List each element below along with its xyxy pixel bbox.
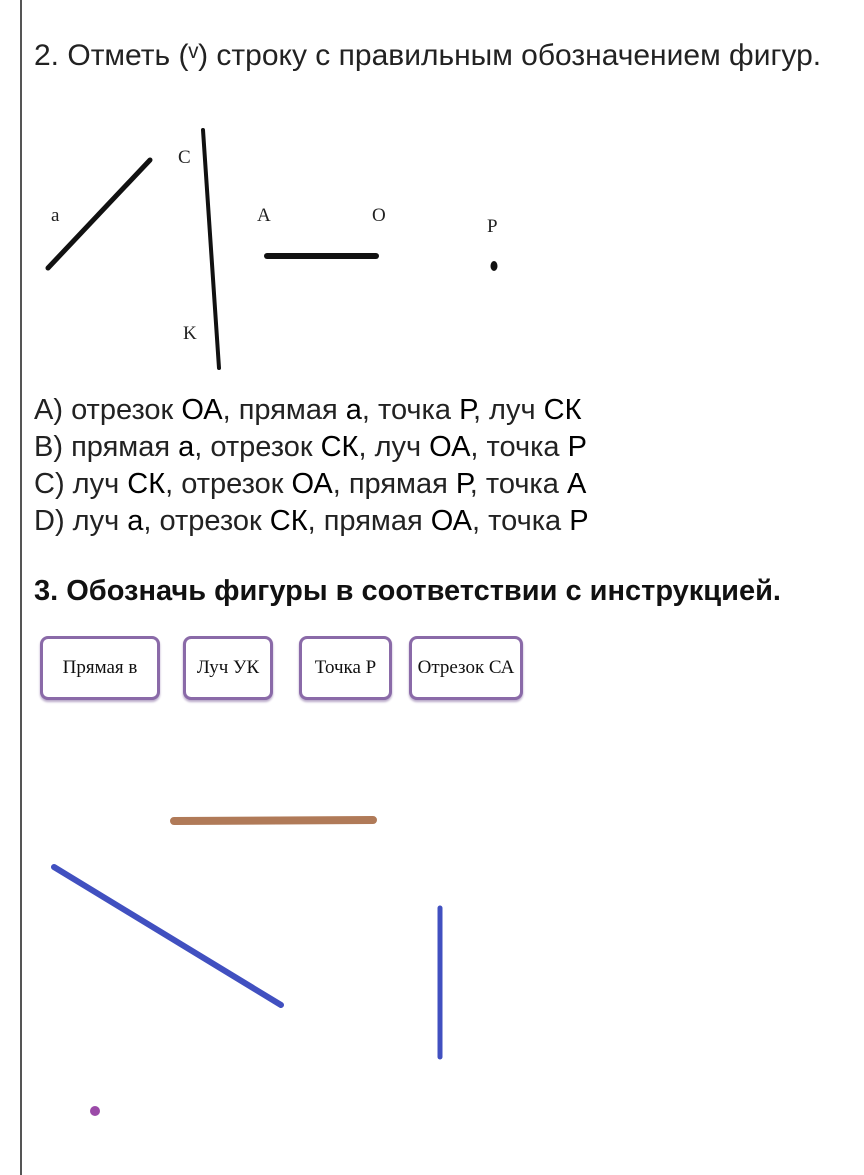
line-a: [48, 160, 150, 268]
label-a2: A: [257, 205, 271, 226]
answer-options: [34, 392, 589, 540]
tag-point-p[interactable]: Точка Р: [299, 636, 392, 700]
tag-segment-ca[interactable]: Отрезок СА: [409, 636, 523, 700]
question-2-title: 2. Отметь (ᵛ) строку с правильным обозначением фигур.: [34, 39, 822, 72]
label-c: C: [178, 147, 191, 168]
tag-ray-uk[interactable]: Луч УК: [183, 636, 273, 700]
label-p: P: [487, 216, 498, 237]
option-a[interactable]: A) отрезок ОА, прямая а, точка Р, луч СК: [34, 394, 582, 426]
tag-line-v[interactable]: Прямая в: [40, 636, 160, 700]
label-a: a: [51, 205, 60, 226]
q3-segment: [174, 820, 373, 821]
ray-ck: [203, 130, 219, 368]
option-b[interactable]: B) прямая а, отрезок СК, луч ОА, точка Р: [34, 431, 587, 463]
option-d[interactable]: D) луч а, отрезок СК, прямая ОА, точка Р: [34, 505, 589, 537]
question-3-title: 3. Обозначь фигуры в соответствии с инструкцией.: [34, 575, 781, 607]
option-c[interactable]: C) луч СК, отрезок ОА, прямая Р, точка А: [34, 468, 587, 500]
label-o: O: [372, 205, 386, 226]
q3-line-diagonal: [54, 867, 281, 1005]
label-k: K: [183, 323, 197, 344]
point-p: [491, 261, 498, 271]
q3-point: [90, 1106, 100, 1116]
